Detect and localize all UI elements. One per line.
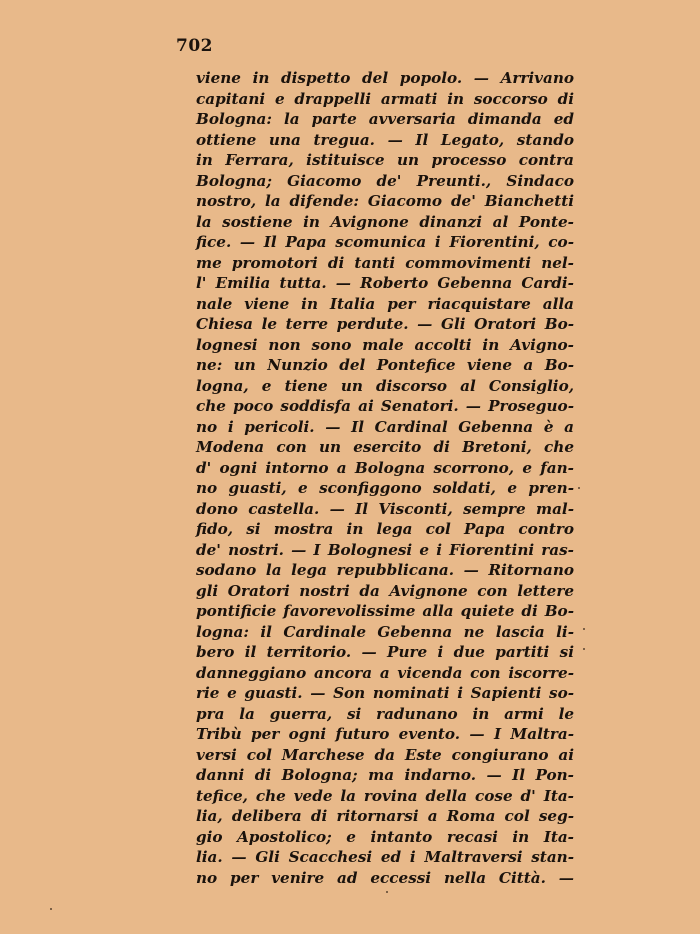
text-line: gli Oratori nostri da Avignone con lettere <box>196 581 574 600</box>
text-line: no guasti, e sconfiggono soldati, e pren- <box>196 479 574 497</box>
text-line: Chiesa le terre perdute. — Gli Oratori Bo- <box>196 315 574 333</box>
text-line: Bologna; Giacomo de' Preunti., Sindaco <box>196 171 574 190</box>
text-line: viene in dispetto del popolo. — Arrivano <box>196 69 574 87</box>
text-line: pontificie favorevolissime alla quiete di Bo- <box>196 602 574 620</box>
text-line: Modena con un esercito di Bretoni, che <box>196 438 574 456</box>
text-line: tefice, che vede la rovina della cose d' Ita- <box>196 786 574 805</box>
text-line: gio Apostolico; e intanto recasi in Ita- <box>196 827 574 846</box>
paper-speck <box>386 891 388 893</box>
text-line: capitani e drappelli armati in soccorso di <box>196 89 574 108</box>
text-line: dono castella. — Il Visconti, sempre mal- <box>196 499 574 518</box>
text-line: lognesi non sono male accolti in Avigno- <box>196 335 574 354</box>
text-line: lia, delibera di ritornarsi a Roma col seg- <box>196 807 574 825</box>
text-line: rie e guasti. — Son nominati i Sapienti so- <box>196 684 574 702</box>
paper-speck <box>50 908 52 910</box>
page-number: 702 <box>176 36 213 56</box>
text-line: no i pericoli. — Il Cardinal Gebenna è a <box>196 417 574 436</box>
text-line: la sostiene in Avignone dinanzi al Ponte- <box>196 212 574 231</box>
text-line: versi col Marchese da Este congiurano ai <box>196 745 574 764</box>
text-line: de' nostri. — I Bolognesi e i Fiorentini ras- <box>196 540 574 559</box>
text-line: bero il territorio. — Pure i due partiti si <box>196 643 574 661</box>
text-line: ne: un Nunzio del Pontefice viene a Bo- <box>196 356 574 374</box>
text-line: no per venire ad eccessi nella Città. — <box>196 868 574 887</box>
text-line: lia. — Gli Scacchesi ed i Maltraversi stan- <box>196 848 574 866</box>
paper-speck <box>583 628 585 630</box>
text-line: ottiene una tregua. — Il Legato, stando <box>196 130 574 149</box>
text-line: nostro, la difende: Giacomo de' Bianchetti <box>196 192 574 210</box>
text-line: l' Emilia tutta. — Roberto Gebenna Cardi- <box>196 274 574 292</box>
text-line: che poco soddisfa ai Senatori. — Proseguo- <box>196 397 574 415</box>
text-line: sodano la lega repubblicana. — Ritornano <box>196 561 574 579</box>
body-text <box>196 68 574 888</box>
text-line: logna: il Cardinale Gebenna ne lascia li- <box>196 622 574 641</box>
text-line: danneggiano ancora a vicenda con iscorre- <box>196 663 574 682</box>
text-line: fice. — Il Papa scomunica i Fiorentini, co- <box>196 233 574 251</box>
text-line: Tribù per ogni futuro evento. — I Maltra- <box>196 725 574 743</box>
text-line: nale viene in Italia per riacquistare alla <box>196 294 574 313</box>
text-line: logna, e tiene un discorso al Consiglio, <box>196 376 574 395</box>
text-line: in Ferrara, istituisce un processo contra <box>196 151 574 169</box>
paper-speck <box>583 648 585 650</box>
text-line: pra la guerra, si radunano in armi le <box>196 704 574 723</box>
text-line: Bologna: la parte avversaria dimanda ed <box>196 110 574 128</box>
text-line: me promotori di tanti commovimenti nel- <box>196 253 574 272</box>
paper-speck <box>578 487 580 489</box>
text-line: fido, si mostra in lega col Papa contro <box>196 520 574 538</box>
text-line: danni di Bologna; ma indarno. — Il Pon- <box>196 766 574 784</box>
text-line: d' ogni intorno a Bologna scorrono, e fan- <box>196 458 574 477</box>
